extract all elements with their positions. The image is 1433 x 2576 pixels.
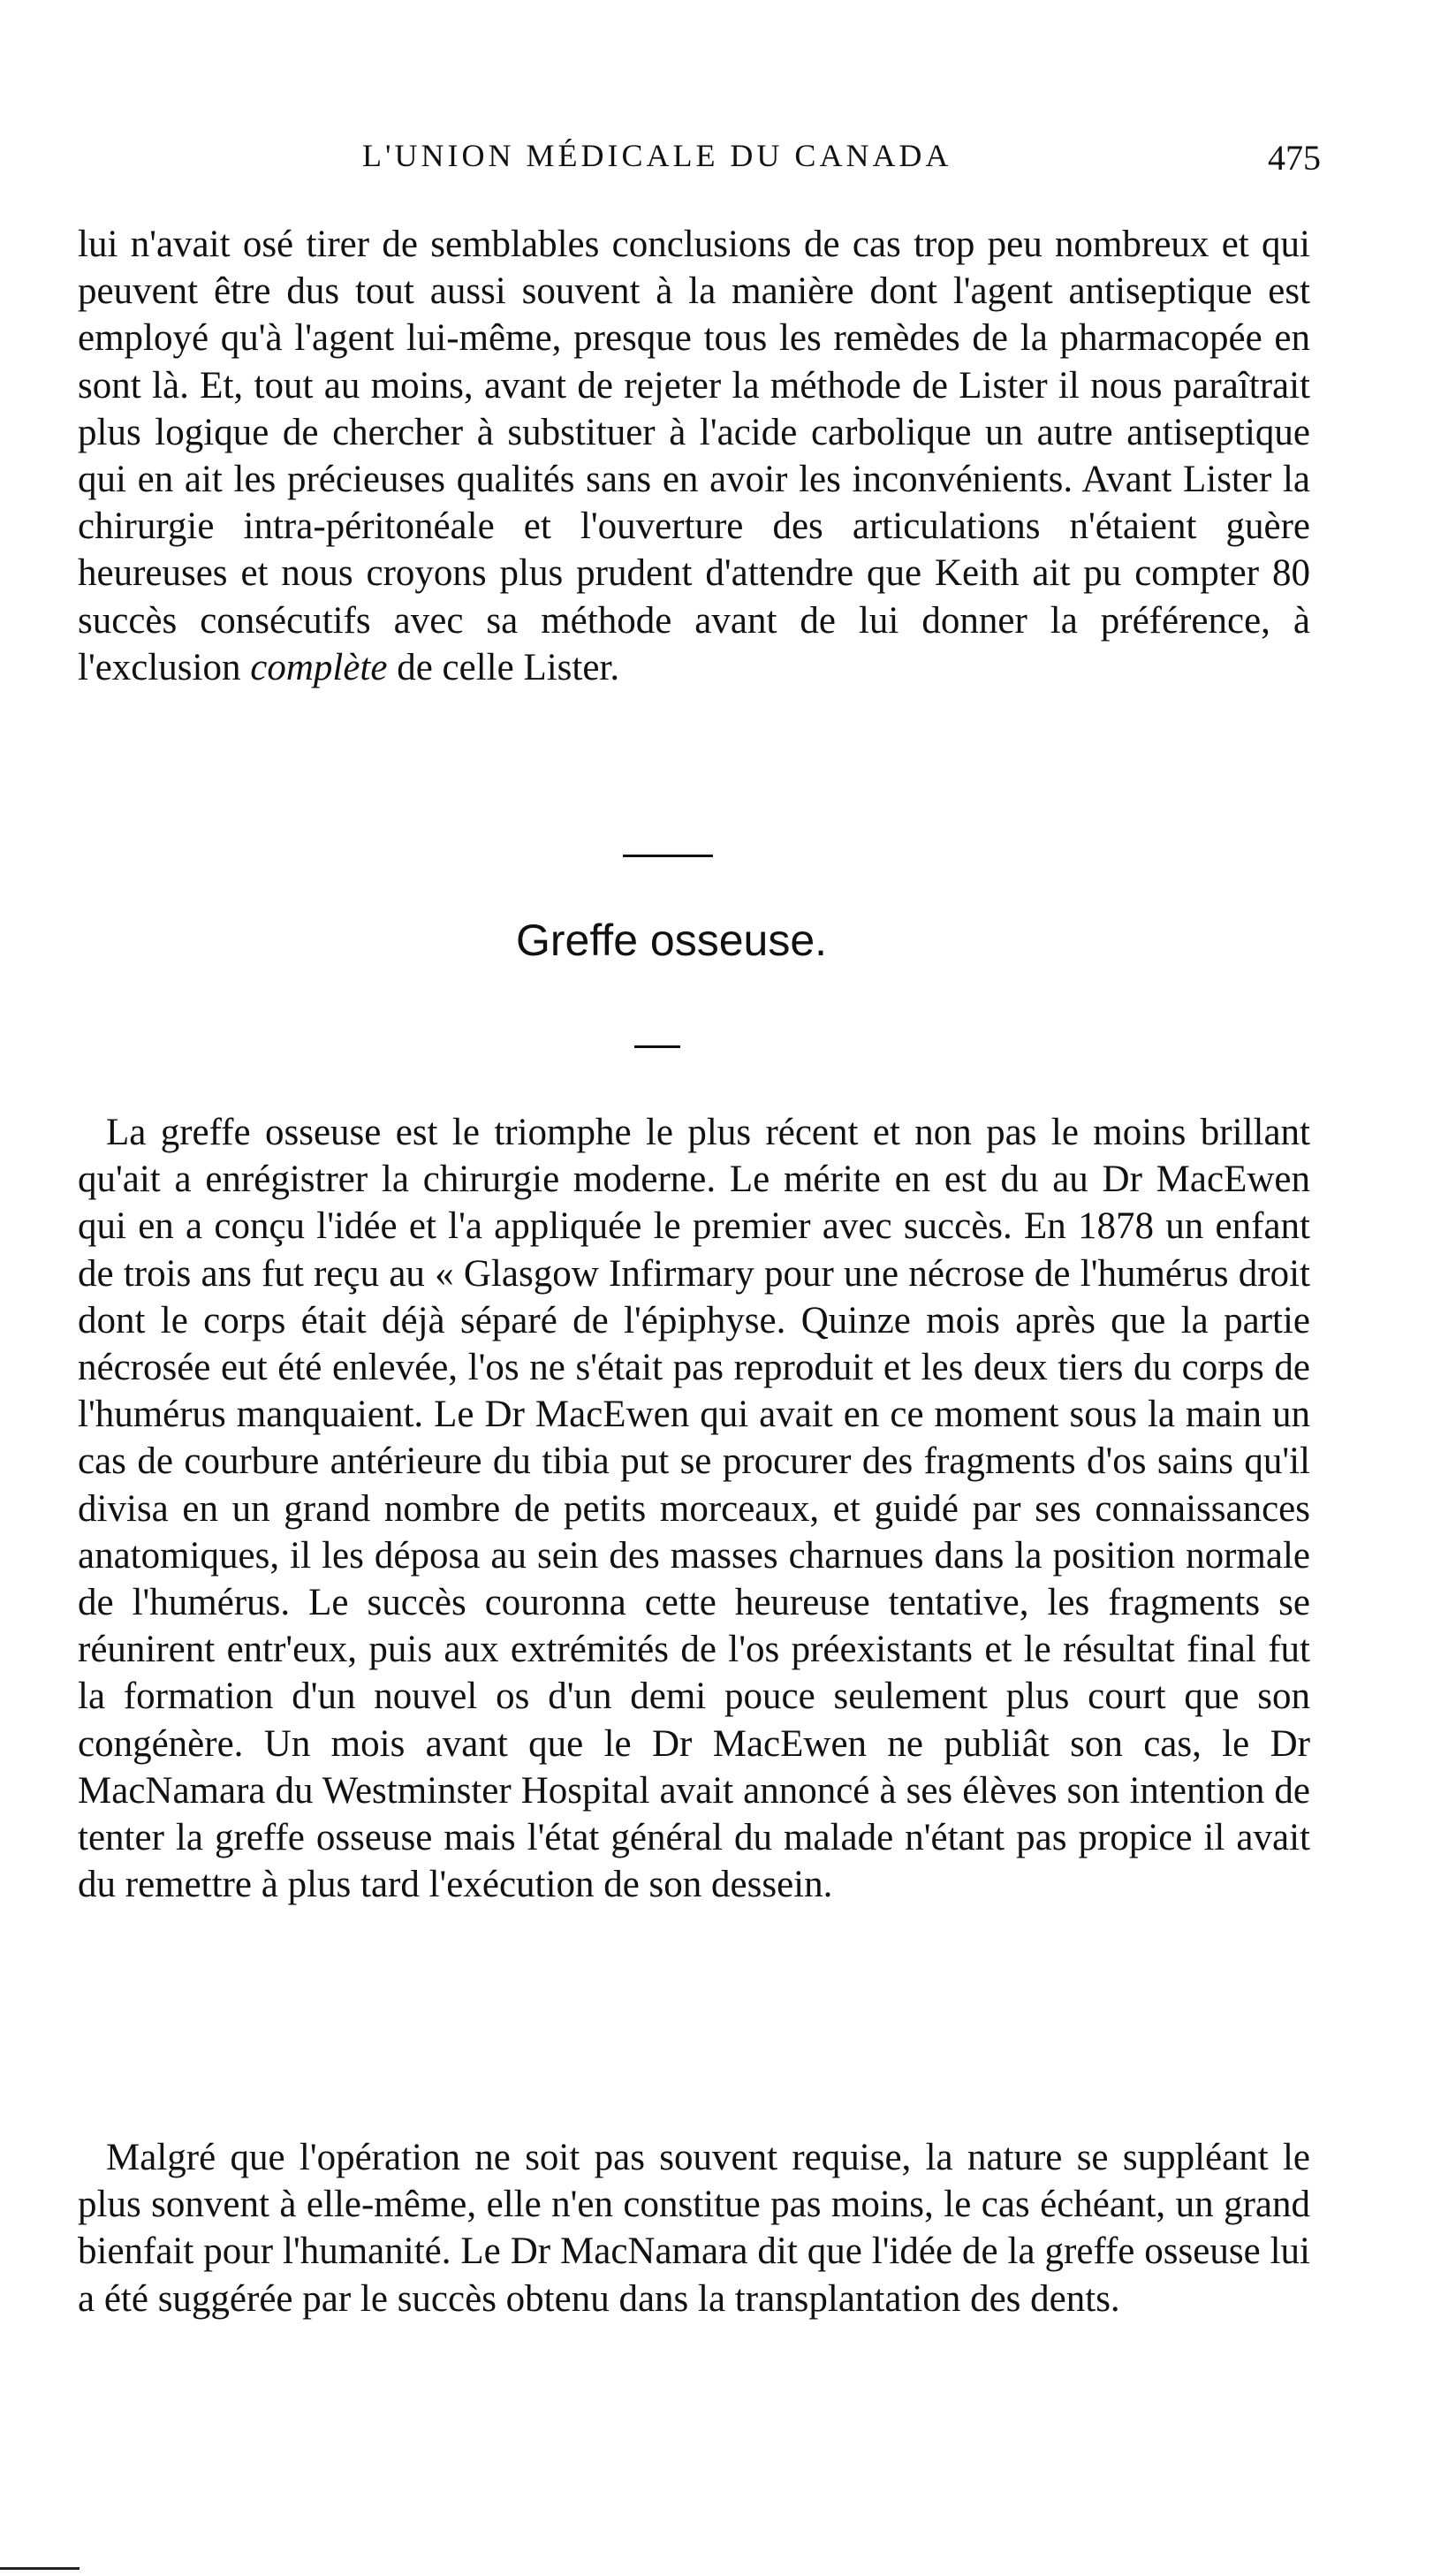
- emphasized-word: complète: [250, 646, 388, 688]
- footer-rule: [0, 2567, 80, 2570]
- section-divider-bottom: [634, 1045, 680, 1048]
- page-number: 475: [1268, 138, 1321, 178]
- paragraph-continuation: [78, 221, 1310, 691]
- paragraph-greffe-intro: La greffe osseuse est le triomphe le plus récent et non pas le moins brillant qu'ait a enrégistrer la chirurgie moderne. Le mérite en est du au Dr MacEwen qui en a conçu l'idée et l'a appliquée le premier avec succès. En 1878 un enfant de trois ans fut reçu au « Glasgow Infirmary pour une nécrose de l'humérus droit dont le corps était déjà séparé de l'épiphyse. Quinze mois après que la partie nécrosée eut été enlevée, l'os ne s'était pas reproduit et les deux tiers du corps de l'humérus manquaient. Le Dr MacEwen qui avait en ce moment sous la main un cas de courbure antérieure du tibia put se procurer des fragments d'os sains qu'il divisa en un grand nombre de petits morceaux, et guidé par ses connaissances anatomiques, il les déposa au sein des masses charnues dans la position normale de l'humérus. Le succès couronna cette heureuse tentative, les fragments se réunirent entr'eux, puis aux extrémités de l'os préexistants et le résultat final fut la formation d'un nouvel os d'un demi pouce seulement plus court que son congénère. Un mois avant que le Dr MacEwen ne publiât son cas, le Dr MacNamara du Westminster Hospital avait annoncé à ses élèves son intention de tenter la greffe osseuse mais l'état général du malade n'étant pas propice il avait du remettre à plus tard l'exécution de son dessein.: [78, 1112, 1310, 1906]
- paragraph-1-end: de celle Lister.: [387, 646, 620, 688]
- paragraph-1-text: lui n'avait osé tirer de semblables conclusions de cas trop peu nombreux et qui peuvent être dus tout aussi souvent à la manière dont l'agent antiseptique est employé qu'à l'agent lui-même, presque tous les remèdes de la pharmacopée en sont là. Et, tout au moins, avant de rejeter la méthode de Lister il nous paraîtrait plus logique de chercher à substituer à l'acide carbolique un autre antiseptique qui en ait les précieuses qualités sans en avoir les inconvénients. Avant Lister la chirurgie intra-péritonéale et l'ouverture des articulations n'étaient guère heureuses et nous croyons plus prudent d'attendre que Keith ait pu compter 80 succès consécutifs avec sa méthode avant de lui donner la préférence, à l'exclusion: [78, 224, 1310, 688]
- section-heading: Greffe osseuse.: [515, 916, 828, 965]
- paragraph-greffe-closing: Malgré que l'opération ne soit pas souvent requise, la nature se suppléant le plus sonvent à elle-même, elle n'en constitue pas moins, le cas échéant, un grand bienfait pour l'humanité. Le Dr MacNamara dit que l'idée de la greffe osseuse lui a été suggérée par le succès obtenu dans la transplantation des dents.: [78, 2137, 1310, 2320]
- section-divider-top: [623, 855, 713, 857]
- running-header: [80, 137, 1321, 190]
- running-title: L'UNION MÉDICALE DU CANADA: [362, 138, 952, 173]
